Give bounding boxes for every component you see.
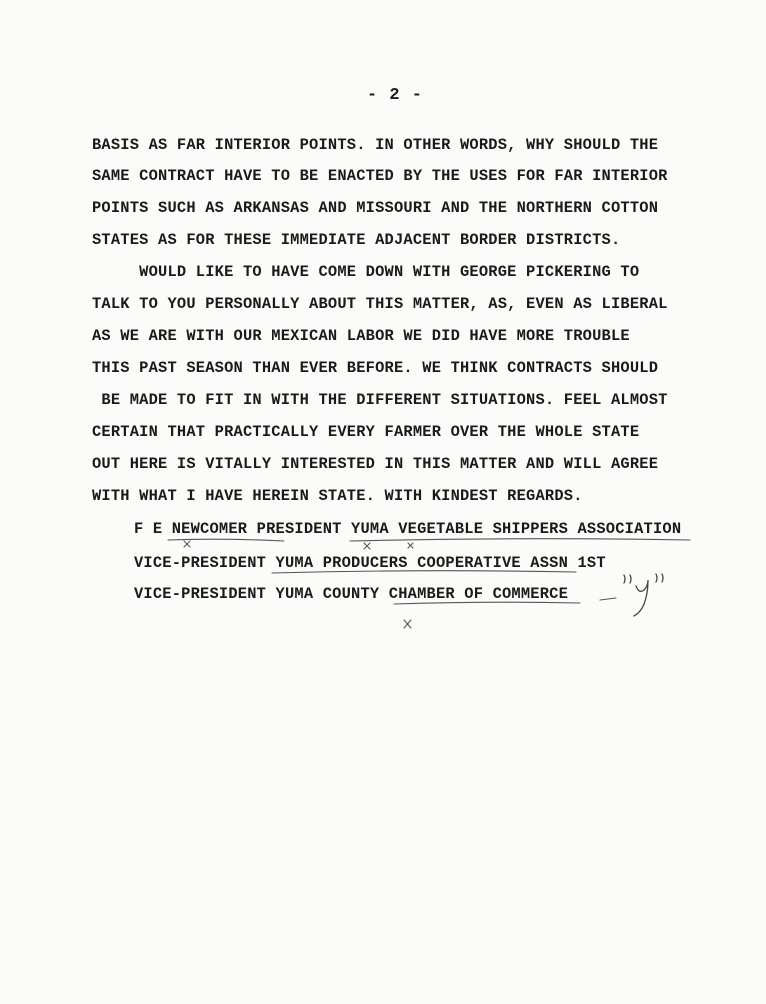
body-line-1: BASIS AS FAR INTERIOR POINTS. IN OTHER WORDS, WHY SHOULD THE bbox=[92, 136, 659, 154]
handwritten-initial-icon bbox=[624, 574, 663, 616]
signature-line-3: VICE-PRESIDENT YUMA COUNTY CHAMBER OF COMMERCE bbox=[134, 585, 569, 603]
body-line-10: CERTAIN THAT PRACTICALLY EVERY FARMER OVER THE WHOLE STATE bbox=[92, 423, 640, 441]
body-line-12: WITH WHAT I HAVE HEREIN STATE. WITH KINDEST REGARDS. bbox=[92, 487, 583, 505]
body-line-5: WOULD LIKE TO HAVE COME DOWN WITH GEORGE PICKERING TO bbox=[92, 263, 640, 281]
body-line-3: POINTS SUCH AS ARKANSAS AND MISSOURI AND THE NORTHERN COTTON bbox=[92, 199, 659, 217]
signature-line-2: VICE-PRESIDENT YUMA PRODUCERS COOPERATIVE ASSN 1ST bbox=[134, 554, 606, 572]
body-line-2: SAME CONTRACT HAVE TO BE ENACTED BY THE USES FOR FAR INTERIOR bbox=[92, 167, 668, 185]
body-line-7: AS WE ARE WITH OUR MEXICAN LABOR WE DID HAVE MORE TROUBLE bbox=[92, 327, 630, 345]
body-line-8: THIS PAST SEASON THAN EVER BEFORE. WE THINK CONTRACTS SHOULD bbox=[92, 359, 659, 377]
body-line-11: OUT HERE IS VITALLY INTERESTED IN THIS MATTER AND WILL AGREE bbox=[92, 455, 659, 473]
body-line-6: TALK TO YOU PERSONALLY ABOUT THIS MATTER, AS, EVEN AS LIBERAL bbox=[92, 295, 668, 313]
page-number: - 2 - bbox=[366, 86, 423, 105]
body-line-4: STATES AS FOR THESE IMMEDIATE ADJACENT BORDER DISTRICTS. bbox=[92, 231, 621, 249]
signature-line-1: F E NEWCOMER PRESIDENT YUMA VEGETABLE SHIPPERS ASSOCIATION bbox=[134, 520, 682, 538]
body-line-9: BE MADE TO FIT IN WITH THE DIFFERENT SITUATIONS. FEEL ALMOST bbox=[92, 391, 668, 409]
